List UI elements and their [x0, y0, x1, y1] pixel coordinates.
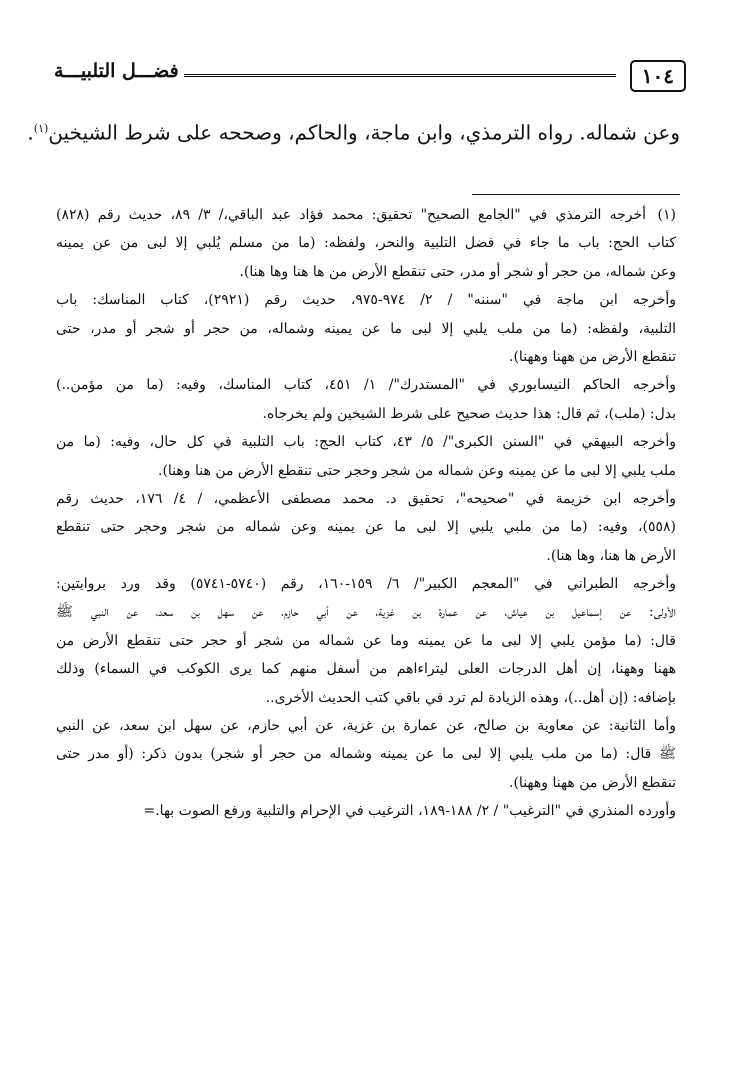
- footnote-reference[interactable]: (١): [33, 122, 49, 135]
- footnote-line: وأخرجه ابن خزيمة في "صحيحه"، تحقيق د. محمد مصطفى الأعظمي، / ٤/ ١٧٦، حديث رقم: [56, 490, 676, 507]
- footnote-separator: [472, 194, 680, 195]
- footnote-line: وأخرجه الطبراني في "المعجم الكبير"/ ٦/ ١٥٩-١٦٠، رقم (٥٧٤٠-٥٧٤١) وقد ورد بروايتين:: [56, 576, 676, 593]
- footnote-line: تنقطع الأرض من ههنا وههنا).: [509, 774, 676, 791]
- footnote-text: أخرجه الترمذي في "الجامع الصحيح" تحقيق: محمد فؤاد عبد الباقي،/ ٣/ ٨٩، حديث رقم (٨٢٨): [56, 207, 646, 223]
- footnote-line: بدل: (ملب)، ثم قال: هذا حديث صحيح على شرط الشيخين ولم يخرجاه.: [262, 405, 676, 422]
- footnote-line: ﷺ قال: (ما من ملب يلبي إلا لبى ما عن يمينه وشماله من حجر أو شجر) بدون ذكر: (أو مدر حتى: [56, 746, 676, 763]
- running-header: [54, 54, 686, 94]
- footnote-line: تنقطع الأرض من ههنا وههنا).: [509, 348, 676, 365]
- main-paragraph: [27, 112, 680, 150]
- footnote-line: التلبية، ولفظه: (ما من ملب يلبي إلا لبى ما عن يمينه وشماله، من حجر أو شجر أو مدر، حتى: [56, 320, 676, 337]
- footnote-line: وأخرجه ابن ماجة في "سننه" / ٢/ ٩٧٤-٩٧٥، حديث رقم (٢٩٢١)، كتاب المناسك: باب: [56, 292, 676, 309]
- running-title: فضـــل التلبيـــة: [54, 60, 179, 82]
- footnotes: [56, 201, 676, 826]
- footnote-line: بإضافه: (إن أهل..)، وهذه الزيادة لم ترد في باقي كتب الحديث الأخرى..: [265, 689, 676, 706]
- page-number: ١٠٤: [630, 60, 686, 92]
- footnote-line: (٥٥٨)، وفيه: (ما من ملبي يلبي إلا لبى ما عن يمينه وعن شماله من شجر وحجر حتى تنقطع: [56, 519, 676, 536]
- footnote-line: وأخرجه الحاكم النيسابوري في "المستدرك"/ ١/ ٤٥١، كتاب المناسك، وفيه: (ما من مؤمن..): [56, 377, 676, 394]
- header-rule: [184, 74, 616, 77]
- footnote-line: وأخرجه البيهقي في "السنن الكبرى"/ ٥/ ٤٣، كتاب الحج: باب التلبية في كل حال، وفيه: (ما من: [56, 434, 676, 451]
- footnote-line: وعن شماله، من حجر أو شجر أو مدر، حتى تنقطع الأرض من ها هنا وها هنا).: [239, 263, 676, 280]
- footnote-line: [56, 201, 676, 229]
- footnote-marker: (١): [657, 207, 676, 223]
- footnote-line: الأرض ها هنا، وها هنا).: [546, 547, 676, 564]
- footnote-line: كتاب الحج: باب ما جاء في فضل التلبية والنحر، ولفظه: (ما من مسلم يُلبي إلا لبى من عن يمينه: [56, 235, 676, 252]
- footnote-line: ملب يلبي إلا لبى ما عن يمينه وعن شماله من شجر وحجر حتى تنقطع الأرض من هنا وهنا).: [158, 462, 676, 479]
- footnote-line: وأورده المنذري في "الترغيب" / ٢/ ١٨٨-١٨٩، الترغيب في الإحرام والتلبية ورفع الصوت بها.=: [143, 803, 676, 820]
- main-text-end: .: [27, 120, 34, 145]
- main-text: وعن شماله. رواه الترمذي، وابن ماجة، والحاكم، وصححه على شرط الشيخين: [48, 120, 680, 145]
- footnote-line: وأما الثانية: عن معاوية بن صالح، عن عمارة بن غزية، عن أبي حازم، عن سهل ابن سعد، عن النبي: [56, 718, 676, 735]
- footnote-line: قال: (ما مؤمن يلبي إلا لبى ما عن يمينه وما عن شماله من شجر أو حجر حتى تنقطع الأرض من: [56, 632, 676, 649]
- footnote-line: ههنا وههنا، إن أهل الدرجات العلى ليتراءاهم من أسفل منهم كما يرى الكوكب في السماء) وذلك: [56, 661, 676, 678]
- footnote-line: الأولى: عن إسماعيل بن عياش، عن عمارة بن غزية، عن أبي حازم، عن سهل بن سعد، عن النبي ﷺ: [56, 604, 676, 621]
